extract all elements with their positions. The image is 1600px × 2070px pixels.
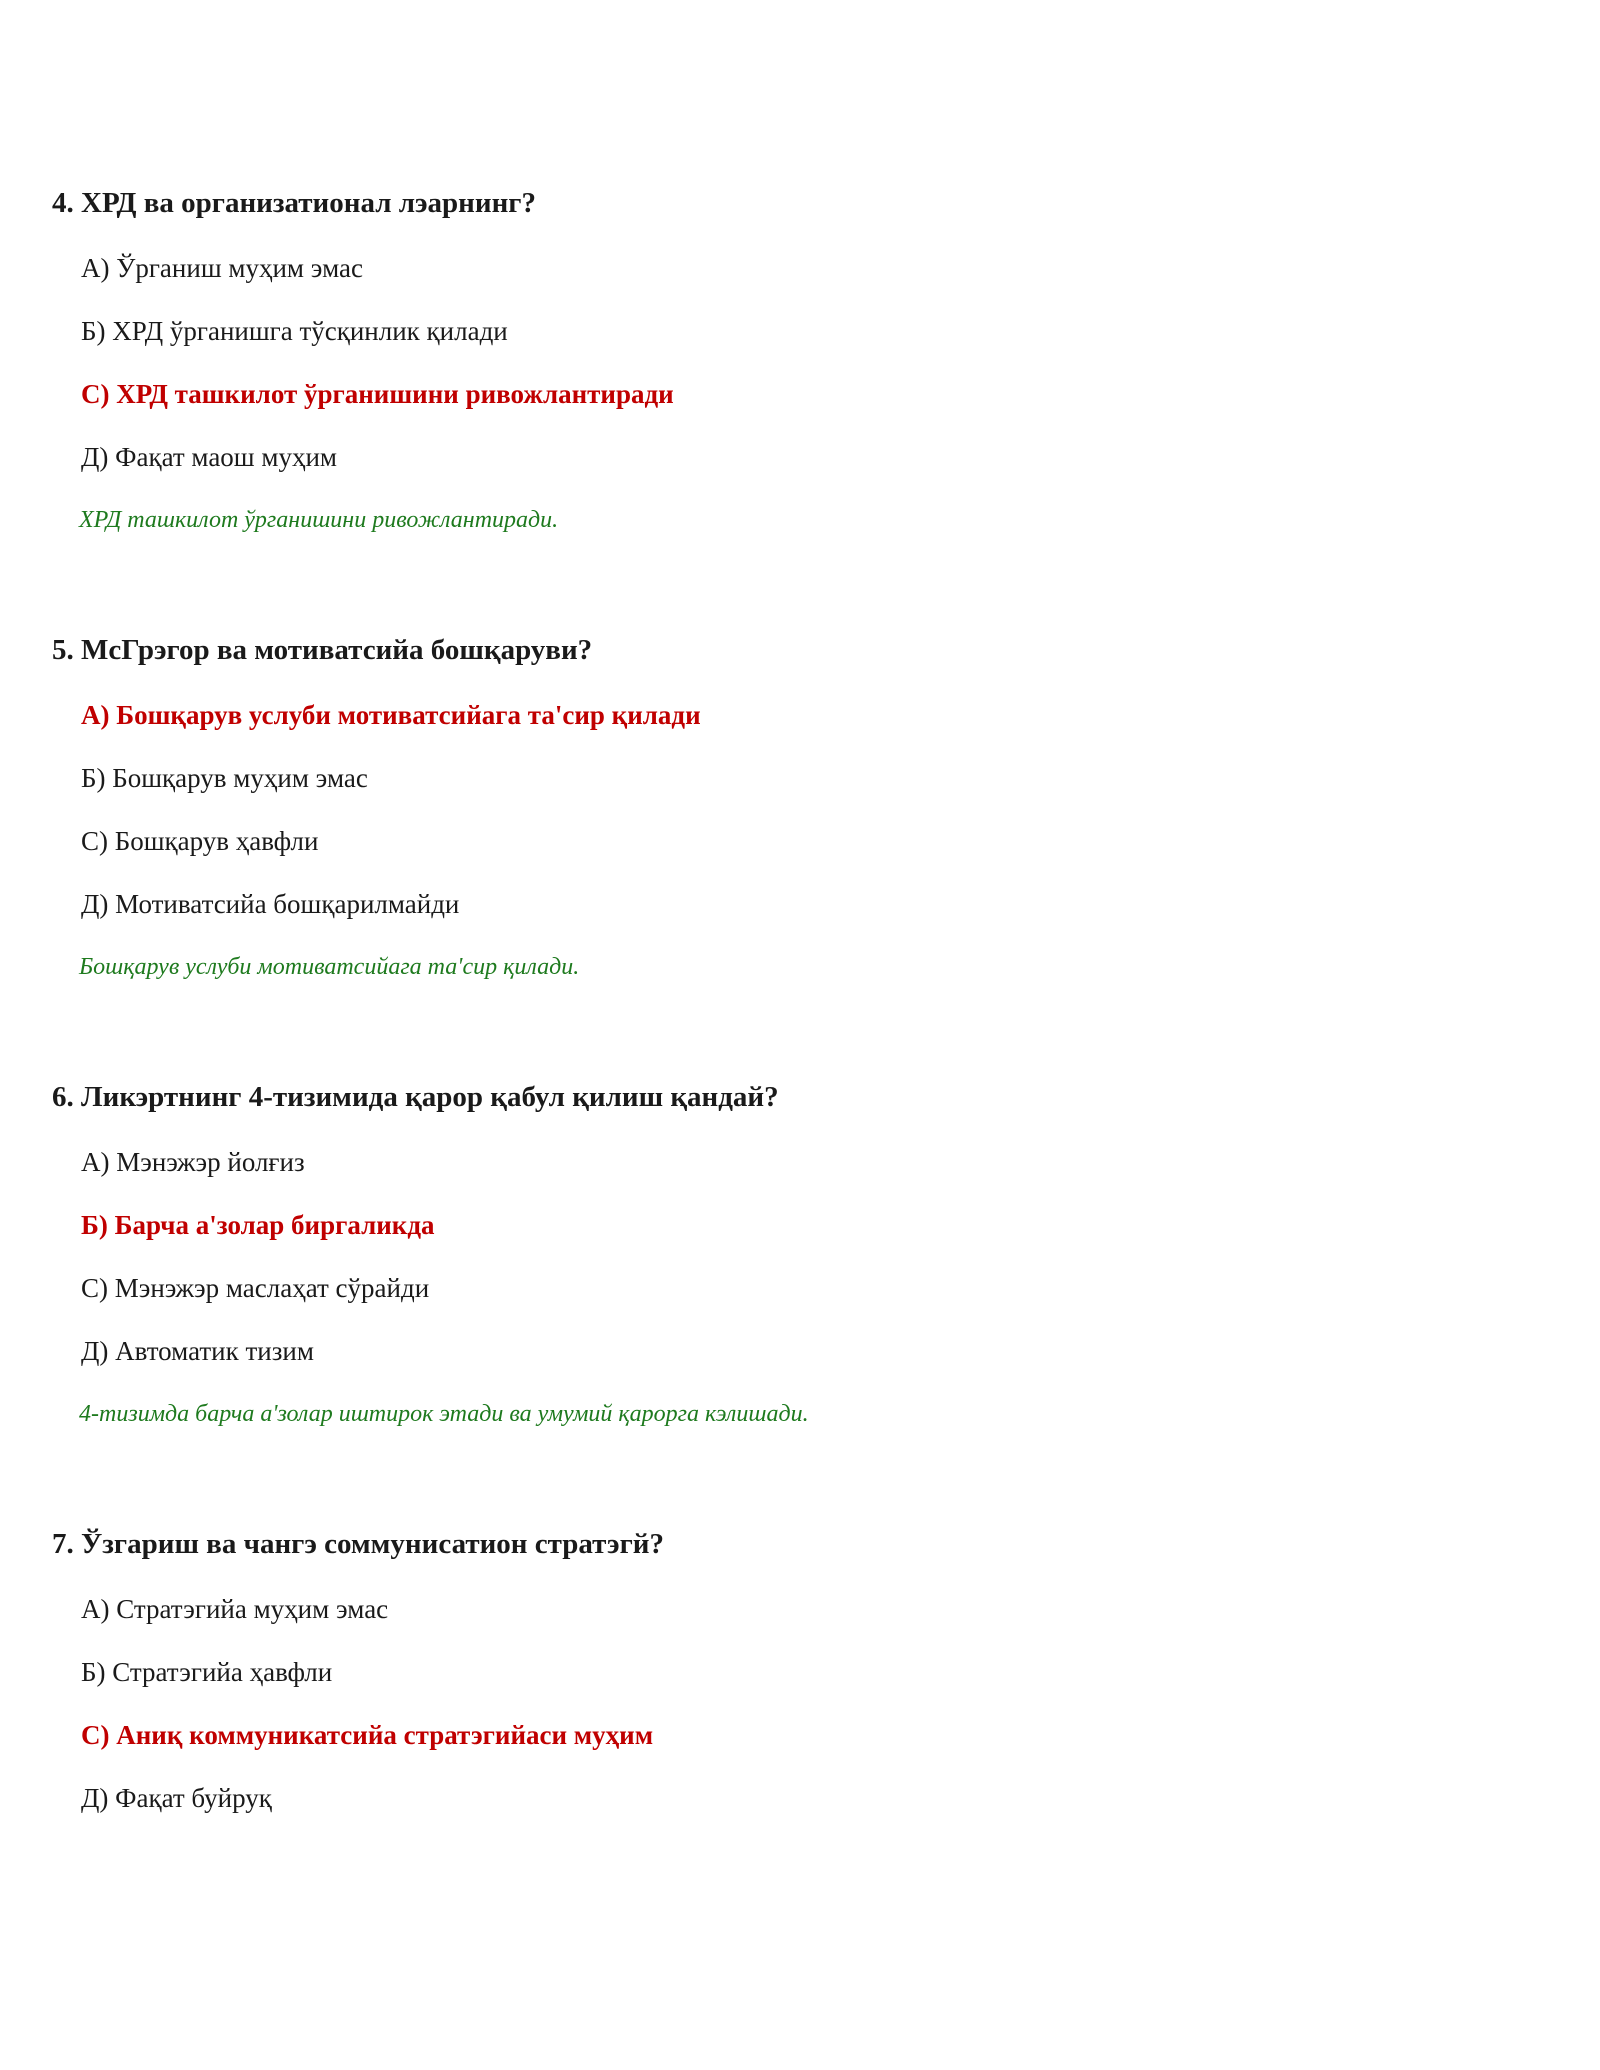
explanation: Бошқарув услуби мотиватсийага та'сир қилади. bbox=[79, 954, 580, 980]
option-b: Б) Стратэгийа ҳавфли bbox=[81, 1657, 333, 1687]
explanation: ХРД ташкилот ўрганишини ривожлантиради. bbox=[79, 507, 559, 533]
question-title: 4. ХРД ва организатионал лэарнинг? bbox=[52, 187, 536, 219]
option-d: Д) Автоматик тизим bbox=[81, 1336, 314, 1366]
explanation: 4-тизимда барча а'золар иштирок этади ва умумий қарорга кэлишади. bbox=[79, 1401, 809, 1427]
question-title: 5. МсГрэгор ва мотиватсийа бошқаруви? bbox=[52, 634, 593, 666]
question-title: 7. Ўзгариш ва чангэ соммунисатион стратэгй? bbox=[52, 1528, 664, 1560]
option-a: А) Стратэгийа муҳим эмас bbox=[81, 1594, 389, 1624]
option-d: Д) Фақат маош муҳим bbox=[81, 442, 337, 472]
option-b-correct: Б) Барча а'золар биргаликда bbox=[81, 1210, 435, 1240]
option-c: С) Бошқарув ҳавфли bbox=[81, 826, 319, 856]
option-c-correct: С) ХРД ташкилот ўрганишини ривожлантиради bbox=[81, 379, 674, 409]
option-d: Д) Мотиватсийа бошқарилмайди bbox=[81, 889, 460, 919]
question-title: 6. Ликэртнинг 4-тизимида қарор қабул қилиш қандай? bbox=[52, 1081, 779, 1113]
option-a-correct: А) Бошқарув услуби мотиватсийага та'сир қилади bbox=[81, 700, 701, 730]
option-b: Б) Бошқарув муҳим эмас bbox=[81, 763, 368, 793]
option-b: Б) ХРД ўрганишга тўсқинлик қилади bbox=[81, 316, 508, 346]
option-d: Д) Фақат буйруқ bbox=[81, 1783, 272, 1813]
option-a: А) Мэнэжэр йолғиз bbox=[81, 1147, 305, 1177]
option-c: С) Мэнэжэр маслаҳат сўрайди bbox=[81, 1273, 430, 1303]
option-a: А) Ўрганиш муҳим эмас bbox=[81, 253, 363, 283]
option-c-correct: С) Аниқ коммуникатсийа стратэгийаси муҳим bbox=[81, 1720, 654, 1750]
